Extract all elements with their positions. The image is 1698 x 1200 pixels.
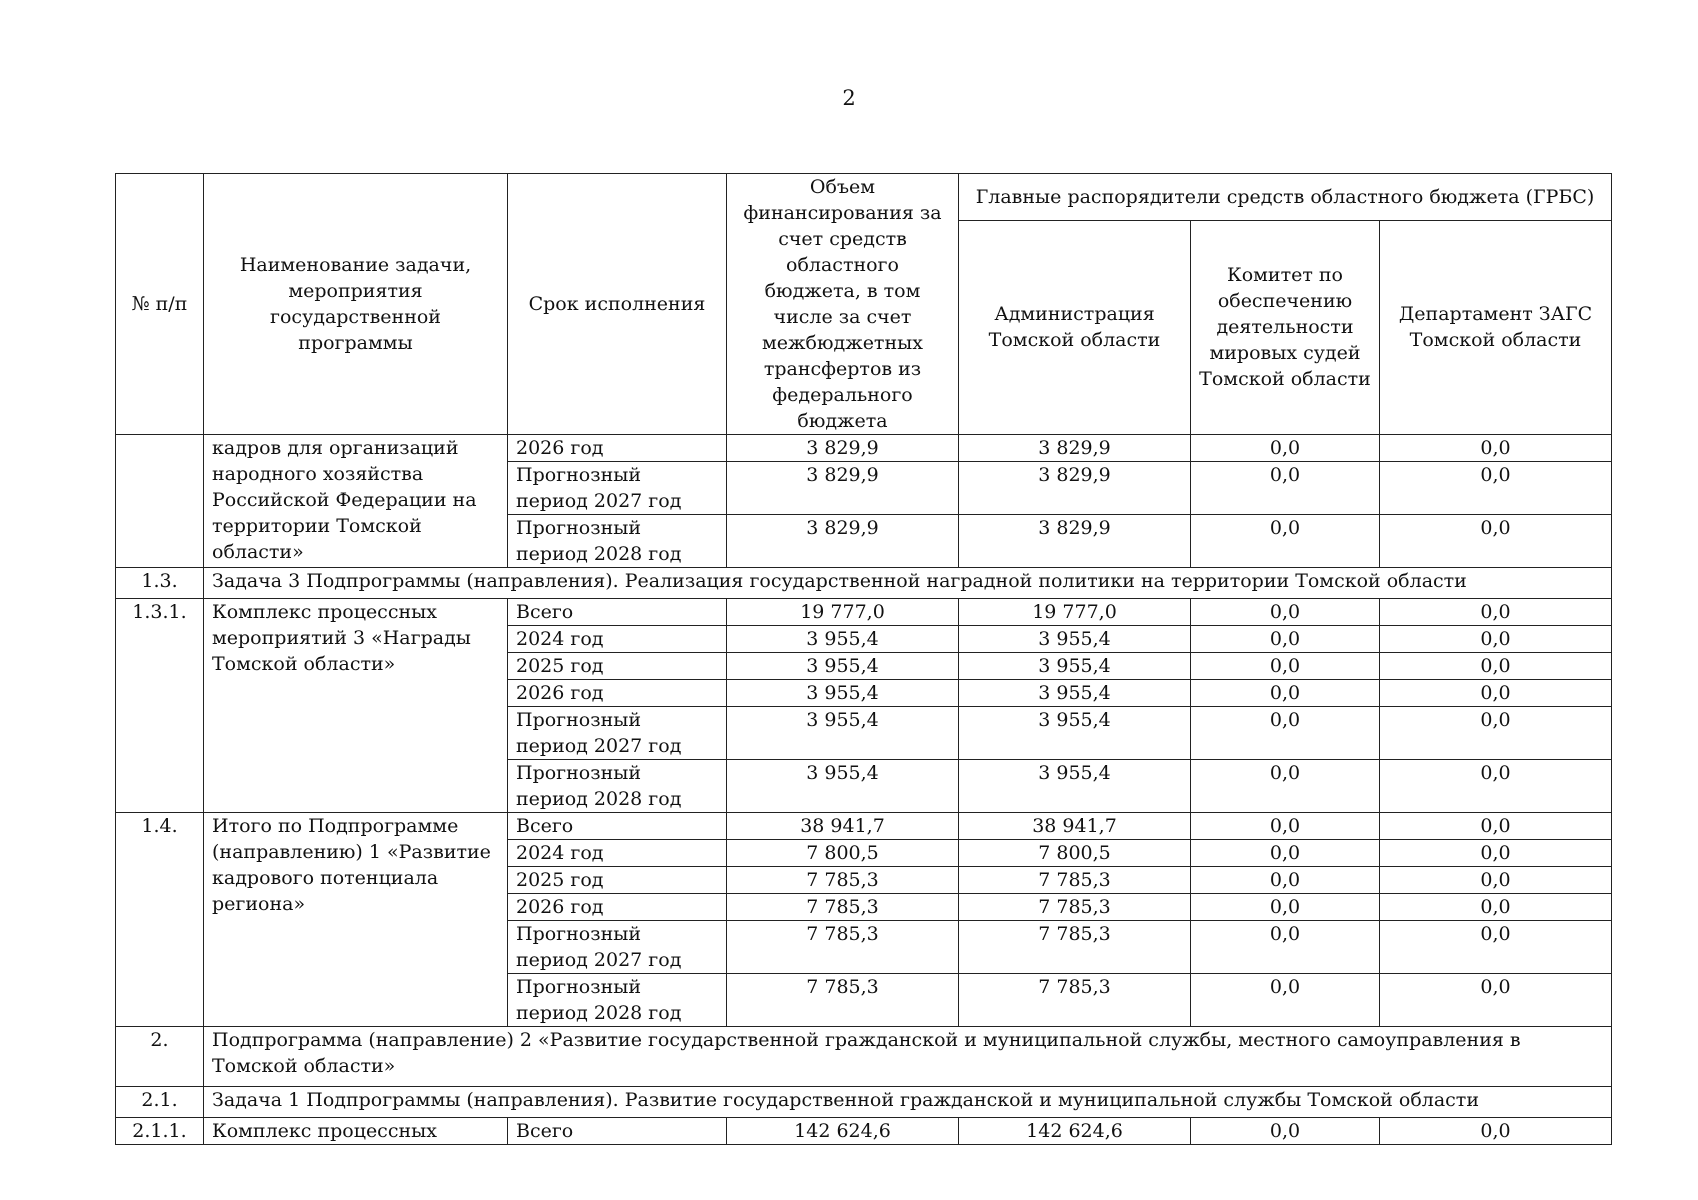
volume-cell: 7 785,3 — [727, 974, 959, 1027]
period-cell: 2025 год — [508, 653, 727, 680]
volume-cell: 7 785,3 — [727, 894, 959, 921]
task-name: Итого по Подпрограмме (направлению) 1 «Развитие кадрового потенциала региона» — [204, 813, 508, 1027]
volume-cell: 3 955,4 — [727, 680, 959, 707]
table-row — [116, 599, 1612, 626]
committee-cell: 0,0 — [1191, 435, 1380, 462]
admin-cell: 38 941,7 — [959, 813, 1191, 840]
volume-cell: 3 829,9 — [727, 435, 959, 462]
header-committee: Комитет по обеспечению деятельности мировых судей Томской области — [1191, 220, 1380, 434]
committee-cell: 0,0 — [1191, 840, 1380, 867]
period-cell: Прогнозный период 2027 год — [508, 462, 727, 515]
zags-cell: 0,0 — [1380, 653, 1612, 680]
header-volume: Объем финансирования за счет средств областного бюджета, в том числе за счет межбюджетных трансфертов из федерального бюджета — [727, 174, 959, 435]
volume-cell: 3 829,9 — [727, 515, 959, 568]
committee-cell: 0,0 — [1191, 894, 1380, 921]
committee-cell: 0,0 — [1191, 813, 1380, 840]
admin-cell: 3 955,4 — [959, 707, 1191, 760]
period-cell: 2026 год — [508, 435, 727, 462]
admin-cell: 7 785,3 — [959, 921, 1191, 974]
header-num: № п/п — [116, 174, 204, 435]
header-term: Срок исполнения — [508, 174, 727, 435]
volume-cell: 19 777,0 — [727, 599, 959, 626]
period-cell: Всего — [508, 599, 727, 626]
zags-cell: 0,0 — [1380, 813, 1612, 840]
section-title: Задача 1 Подпрограммы (направления). Развитие государственной гражданской и муниципальной службы Томской области — [204, 1087, 1612, 1118]
period-cell: Прогнозный период 2028 год — [508, 974, 727, 1027]
row-number: 2.1.1. — [116, 1118, 204, 1145]
admin-cell: 7 785,3 — [959, 867, 1191, 894]
committee-cell: 0,0 — [1191, 707, 1380, 760]
admin-cell: 142 624,6 — [959, 1118, 1191, 1145]
section-number: 2.1. — [116, 1087, 204, 1118]
committee-cell: 0,0 — [1191, 921, 1380, 974]
volume-cell: 3 829,9 — [727, 462, 959, 515]
volume-cell: 7 800,5 — [727, 840, 959, 867]
admin-cell: 3 955,4 — [959, 626, 1191, 653]
row-number — [116, 435, 204, 568]
header-zags: Департамент ЗАГС Томской области — [1380, 220, 1612, 434]
period-cell: Прогнозный период 2027 год — [508, 707, 727, 760]
committee-cell: 0,0 — [1191, 515, 1380, 568]
admin-cell: 7 785,3 — [959, 974, 1191, 1027]
committee-cell: 0,0 — [1191, 974, 1380, 1027]
volume-cell: 3 955,4 — [727, 707, 959, 760]
section-row — [116, 568, 1612, 599]
header-grbs: Главные распорядители средств областного бюджета (ГРБС) — [959, 174, 1612, 221]
committee-cell: 0,0 — [1191, 462, 1380, 515]
section-title: Подпрограмма (направление) 2 «Развитие государственной гражданской и муниципальной службы, местного самоуправления в Томской области» — [204, 1027, 1612, 1087]
period-cell: 2025 год — [508, 867, 727, 894]
period-cell: Прогнозный период 2027 год — [508, 921, 727, 974]
admin-cell: 3 829,9 — [959, 435, 1191, 462]
period-cell: Прогнозный период 2028 год — [508, 515, 727, 568]
admin-cell: 3 829,9 — [959, 515, 1191, 568]
section-row — [116, 1027, 1612, 1087]
volume-cell: 3 955,4 — [727, 653, 959, 680]
volume-cell: 142 624,6 — [727, 1118, 959, 1145]
header-admin: Администрация Томской области — [959, 220, 1191, 434]
zags-cell: 0,0 — [1380, 1118, 1612, 1145]
zags-cell: 0,0 — [1380, 515, 1612, 568]
admin-cell: 3 829,9 — [959, 462, 1191, 515]
section-number: 1.3. — [116, 568, 204, 599]
committee-cell: 0,0 — [1191, 680, 1380, 707]
task-name: Комплекс процессных — [204, 1118, 508, 1145]
period-cell: Прогнозный период 2028 год — [508, 760, 727, 813]
section-number: 2. — [116, 1027, 204, 1087]
admin-cell: 7 785,3 — [959, 894, 1191, 921]
table-row — [116, 435, 1612, 462]
admin-cell: 19 777,0 — [959, 599, 1191, 626]
zags-cell: 0,0 — [1380, 867, 1612, 894]
period-cell: Всего — [508, 1118, 727, 1145]
admin-cell: 7 800,5 — [959, 840, 1191, 867]
admin-cell: 3 955,4 — [959, 680, 1191, 707]
section-title: Задача 3 Подпрограммы (направления). Реализация государственной наградной политики на территории Томской области — [204, 568, 1612, 599]
zags-cell: 0,0 — [1380, 626, 1612, 653]
volume-cell: 7 785,3 — [727, 867, 959, 894]
zags-cell: 0,0 — [1380, 894, 1612, 921]
row-number: 1.3.1. — [116, 599, 204, 813]
section-row — [116, 1087, 1612, 1118]
admin-cell: 3 955,4 — [959, 653, 1191, 680]
period-cell: 2026 год — [508, 680, 727, 707]
period-cell: 2024 год — [508, 840, 727, 867]
volume-cell: 7 785,3 — [727, 921, 959, 974]
table-row — [116, 1118, 1612, 1145]
financing-table — [115, 173, 1612, 1145]
period-cell: 2026 год — [508, 894, 727, 921]
volume-cell: 3 955,4 — [727, 626, 959, 653]
header-name: Наименование задачи, мероприятия государственной программы — [204, 174, 508, 435]
task-name: Комплекс процессных мероприятий 3 «Награды Томской области» — [204, 599, 508, 813]
row-number: 1.4. — [116, 813, 204, 1027]
committee-cell: 0,0 — [1191, 626, 1380, 653]
zags-cell: 0,0 — [1380, 435, 1612, 462]
zags-cell: 0,0 — [1380, 974, 1612, 1027]
committee-cell: 0,0 — [1191, 867, 1380, 894]
zags-cell: 0,0 — [1380, 599, 1612, 626]
zags-cell: 0,0 — [1380, 707, 1612, 760]
period-cell: 2024 год — [508, 626, 727, 653]
committee-cell: 0,0 — [1191, 760, 1380, 813]
table-body — [116, 435, 1612, 1145]
volume-cell: 38 941,7 — [727, 813, 959, 840]
period-cell: Всего — [508, 813, 727, 840]
page-number: 2 — [842, 86, 856, 110]
zags-cell: 0,0 — [1380, 921, 1612, 974]
volume-cell: 3 955,4 — [727, 760, 959, 813]
zags-cell: 0,0 — [1380, 680, 1612, 707]
task-name: кадров для организаций народного хозяйства Российской Федерации на территории Томской области» — [204, 435, 508, 568]
zags-cell: 0,0 — [1380, 760, 1612, 813]
committee-cell: 0,0 — [1191, 1118, 1380, 1145]
committee-cell: 0,0 — [1191, 599, 1380, 626]
zags-cell: 0,0 — [1380, 840, 1612, 867]
table-row — [116, 813, 1612, 840]
admin-cell: 3 955,4 — [959, 760, 1191, 813]
zags-cell: 0,0 — [1380, 462, 1612, 515]
committee-cell: 0,0 — [1191, 653, 1380, 680]
